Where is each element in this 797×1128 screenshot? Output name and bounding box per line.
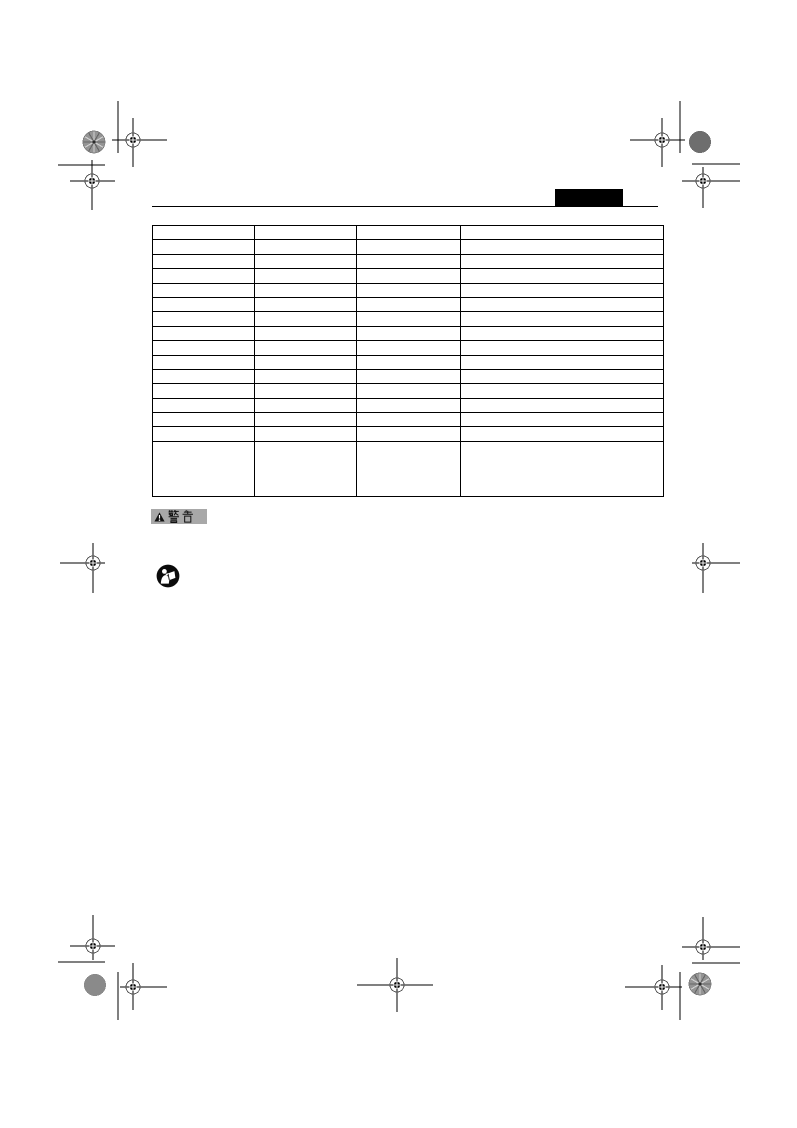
pinwheel-dot-top-left <box>83 131 105 153</box>
table-cell <box>153 355 255 369</box>
table-row <box>153 254 664 268</box>
table-cell <box>461 413 664 427</box>
table-cell <box>461 398 664 412</box>
table-row <box>153 240 664 254</box>
table-cell <box>153 240 255 254</box>
table-row <box>153 312 664 326</box>
gray-dot-top-right <box>689 131 711 153</box>
table-row <box>153 326 664 340</box>
table-cell <box>461 254 664 268</box>
table-cell <box>255 297 357 311</box>
table-cell <box>255 254 357 268</box>
table-cell <box>357 269 461 283</box>
kanji-kei <box>168 510 178 523</box>
table-cell <box>153 441 255 496</box>
table-cell <box>461 369 664 383</box>
gray-dot-bottom-left <box>84 974 106 996</box>
table-cell <box>461 441 664 496</box>
table-cell <box>357 326 461 340</box>
table-cell <box>255 441 357 496</box>
table-cell <box>357 369 461 383</box>
warning-badge <box>151 509 207 524</box>
table-cell <box>255 398 357 412</box>
table-cell <box>461 312 664 326</box>
warning-kanji-glyphs <box>168 510 194 523</box>
warning-triangle-icon <box>154 512 165 522</box>
table-row <box>153 283 664 297</box>
table-cell <box>153 269 255 283</box>
table-cell <box>153 341 255 355</box>
pinwheel-dot-bottom-right <box>689 973 711 995</box>
table-cell <box>357 441 461 496</box>
table-cell <box>153 427 255 441</box>
table-cell <box>153 254 255 268</box>
table-cell <box>357 341 461 355</box>
table-cell <box>255 427 357 441</box>
table-cell <box>153 297 255 311</box>
redacted-header-block <box>555 189 623 207</box>
read-manual-icon <box>156 564 180 588</box>
table-cell <box>461 297 664 311</box>
table-cell <box>357 254 461 268</box>
table-cell <box>255 269 357 283</box>
table-cell <box>153 283 255 297</box>
table-cell <box>153 413 255 427</box>
table-cell <box>255 226 357 240</box>
table-cell <box>461 341 664 355</box>
kanji-koku <box>183 510 193 522</box>
table-cell <box>357 398 461 412</box>
table-cell <box>255 369 357 383</box>
table-row <box>153 226 664 240</box>
table-cell <box>461 226 664 240</box>
table-row <box>153 427 664 441</box>
table-cell <box>255 341 357 355</box>
table-cell <box>357 297 461 311</box>
table-cell <box>255 384 357 398</box>
table-cell <box>153 398 255 412</box>
table-cell <box>357 413 461 427</box>
table-row <box>153 413 664 427</box>
spec-table <box>152 225 664 497</box>
table-row <box>153 369 664 383</box>
table-cell <box>153 312 255 326</box>
table-row <box>153 384 664 398</box>
table-cell <box>255 413 357 427</box>
table-row <box>153 441 664 496</box>
table-cell <box>357 283 461 297</box>
table-cell <box>461 355 664 369</box>
table-cell <box>255 355 357 369</box>
table-cell <box>255 312 357 326</box>
table-row <box>153 398 664 412</box>
table-cell <box>153 226 255 240</box>
table-cell <box>461 326 664 340</box>
table-cell <box>461 283 664 297</box>
table-row <box>153 297 664 311</box>
table-cell <box>357 226 461 240</box>
table-cell <box>357 384 461 398</box>
table-cell <box>255 326 357 340</box>
table-row <box>153 341 664 355</box>
table-cell <box>461 269 664 283</box>
table-cell <box>153 369 255 383</box>
table-cell <box>357 240 461 254</box>
table-cell <box>153 326 255 340</box>
table-cell <box>153 384 255 398</box>
table-row <box>153 269 664 283</box>
table-row <box>153 355 664 369</box>
table-cell <box>357 427 461 441</box>
table-cell <box>255 283 357 297</box>
table-cell <box>461 240 664 254</box>
table-cell <box>461 427 664 441</box>
table-cell <box>255 240 357 254</box>
spec-table-body <box>153 226 664 497</box>
table-cell <box>357 355 461 369</box>
table-cell <box>357 312 461 326</box>
table-cell <box>461 384 664 398</box>
